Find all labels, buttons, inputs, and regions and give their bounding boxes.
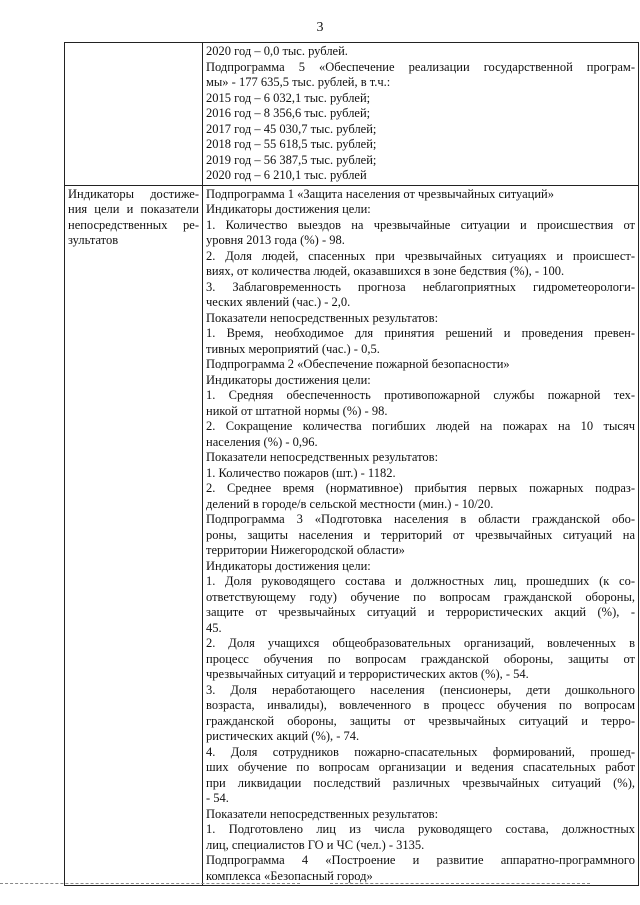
text-line: 3. Доля неработающего населения (пенсионеры, дети дошкольного <box>206 682 635 697</box>
text-line: 2019 год – 56 387,5 тыс. рублей; <box>206 152 377 167</box>
text-line: Подпрограмма 3 «Подготовка населения в области гражданской обо- <box>206 512 635 526</box>
text-line: 2015 год – 6 032,1 тыс. рублей; <box>206 90 371 105</box>
text-line: 1. Время, необходимое для принятия решений и проведения превен- <box>206 326 635 340</box>
text-line: 45. <box>206 620 222 635</box>
text-line: при ликвидации последствий различных чрезвычайных ситуаций (%), <box>206 775 635 790</box>
text-line: 1. Количество выездов на чрезвычайные ситуации и происшествия от <box>206 217 635 232</box>
row2-label-cell <box>65 185 203 886</box>
text-line: чрезвычайных ситуаций и террористических актов (%), - 54. <box>206 667 529 681</box>
text-line: 2. Доля учащихся общеобразовательных организаций, вовлеченных в <box>206 636 635 650</box>
text-line: уровня 2013 года (%) - 98. <box>206 233 345 247</box>
text-line: Показатели непосредственных результатов: <box>206 450 439 464</box>
text-line: 2. Среднее время (нормативное) прибытия первых пожарных подраз- <box>206 481 635 495</box>
page-number: 3 <box>316 20 324 35</box>
text-line: 4. Доля сотрудников пожарно-спасательных формирований, прошед- <box>206 744 635 759</box>
text-line: виях, от количества людей, оказавшихся в зоне бедствия (%), - 100. <box>206 264 565 278</box>
text-line: комплекса «Безопасный город» <box>206 868 373 883</box>
text-line: 1. Средняя обеспеченность противопожарной службы пожарной тех- <box>206 388 635 402</box>
row1-content-cell <box>203 43 639 186</box>
text-line: - 54. <box>206 791 229 805</box>
text-line: Подпрограмма 5 «Обеспечение реализации государственной програм- <box>206 59 635 74</box>
text-line: тивных мероприятий (час.) - 0,5. <box>206 341 380 356</box>
bottom-rule-left <box>0 883 300 884</box>
text-line: 1. Доля руководящего состава и должностных лиц, прошедших (к со- <box>206 574 635 588</box>
text-line: территории Нижегородской области» <box>206 543 405 557</box>
text-line: зультатов <box>68 233 119 247</box>
text-line: 2. Сокращение количества погибших людей на пожарах на 10 тысяч <box>206 419 635 433</box>
text-line: делений в городе/в сельской местности (мин.) - 10/20. <box>206 496 494 511</box>
text-line: 2020 год – 0,0 тыс. рублей. <box>206 44 348 58</box>
text-line: Индикаторы достижения цели: <box>206 202 371 216</box>
text-line: возраста, инвалиды), вовлеченного в процесс обучения по вопросам <box>206 698 635 712</box>
text-line: Подпрограмма 1 «Защита населения от чрезвычайных ситуаций» <box>206 186 554 201</box>
text-line: 2020 год – 6 210,1 тыс. рублей <box>206 168 367 182</box>
text-line: никой от штатной нормы (%) - 98. <box>206 403 388 418</box>
text-line: Индикаторы достиже- <box>68 186 199 201</box>
text-line: 1. Количество пожаров (шт.) - 1182. <box>206 465 396 480</box>
text-line: 2. Доля людей, спасенных при чрезвычайных ситуациях и происшест- <box>206 248 635 263</box>
text-line: роны, защиты населения и территорий от чрезвычайных ситуаций на <box>206 527 635 542</box>
text-line: Индикаторы достижения цели: <box>206 558 371 573</box>
text-line: ческих явлений (час.) - 2,0. <box>206 295 351 309</box>
text-line: ответствующему году) обучение по вопросам гражданской обороны, <box>206 589 635 604</box>
text-line: 3. Заблаговременность прогноза неблагоприятных гидрометеорологи- <box>206 279 635 294</box>
table-row-financing <box>65 43 639 186</box>
text-line: 1. Подготовлено лиц из числа руководящего состава, должностных <box>206 822 635 836</box>
text-line: Подпрограмма 2 «Обеспечение пожарной безопасности» <box>206 357 510 371</box>
text-line: ния цели и показатели <box>68 202 199 216</box>
text-line: Индикаторы достижения цели: <box>206 372 371 387</box>
text-line: лиц, специалистов ГО и ЧС (чел.) - 3135. <box>206 837 425 852</box>
text-line: Показатели непосредственных результатов: <box>206 806 439 821</box>
text-line: мы» - 177 635,5 тыс. рублей, в т.ч.: <box>206 75 391 89</box>
text-line: 2017 год – 45 030,7 тыс. рублей; <box>206 121 377 136</box>
text-line: гражданской обороны, защиты от чрезвычайных ситуаций и терро- <box>206 713 635 728</box>
row2-content-cell <box>203 185 639 886</box>
passport-table <box>64 42 639 886</box>
text-line: защите от чрезвычайных ситуаций и террористических акций (%), - <box>206 605 635 619</box>
text-line: ристических акций (%), - 74. <box>206 729 360 743</box>
text-line: непосредственных ре- <box>68 217 199 232</box>
row1-label-cell <box>65 43 203 186</box>
text-line: ших обучение по вопросам организации и ведения спасательных работ <box>206 760 635 774</box>
table-row-indicators <box>65 185 639 886</box>
text-line: процесс обучения по вопросам гражданской обороны, защиты от <box>206 651 635 666</box>
text-line: 2016 год – 8 356,6 тыс. рублей; <box>206 106 371 120</box>
bottom-rule-right <box>330 883 590 884</box>
text-line: населения (%) - 0,96. <box>206 434 318 449</box>
text-line: Показатели непосредственных результатов: <box>206 310 439 325</box>
text-line: 2018 год – 55 618,5 тыс. рублей; <box>206 137 377 151</box>
text-line: Подпрограмма 4 «Построение и развитие аппаратно-программного <box>206 853 635 867</box>
